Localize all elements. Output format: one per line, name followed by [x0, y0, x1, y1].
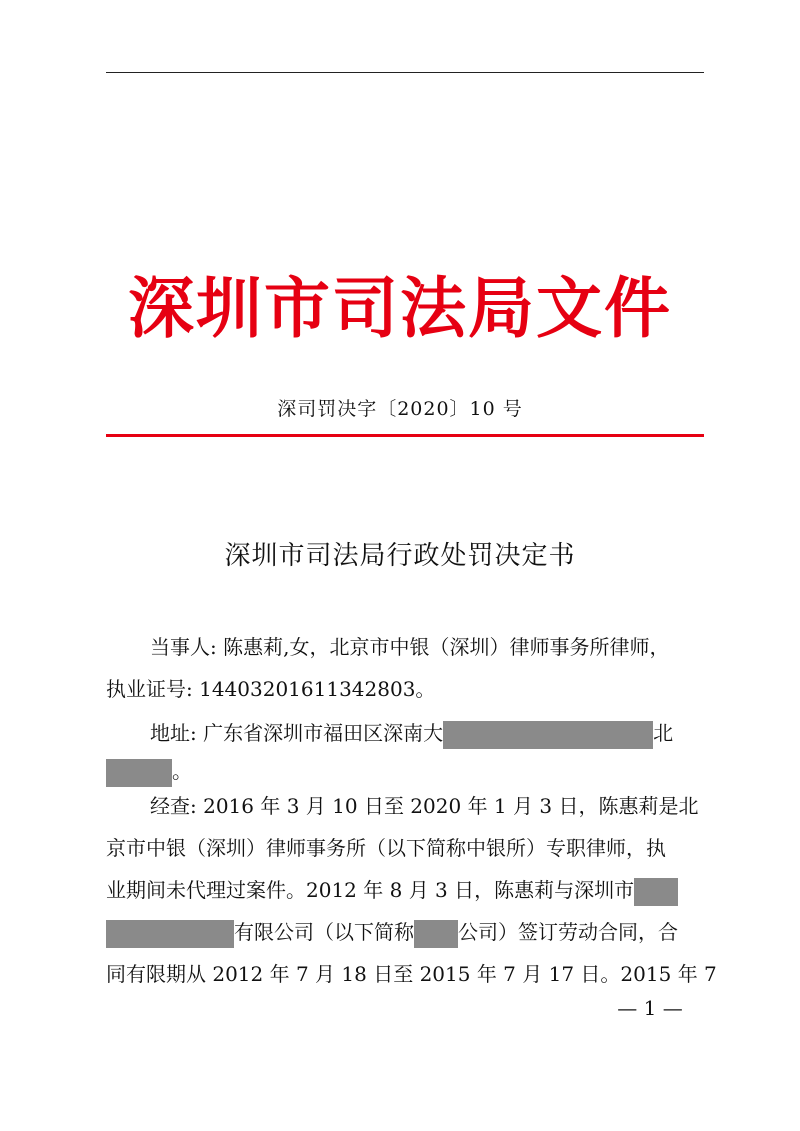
address-line-2-end: 。: [172, 759, 192, 783]
issuing-authority-header: 深圳市司法局文件: [128, 269, 672, 347]
document-title: 深圳市司法局行政处罚决定书: [224, 541, 576, 571]
top-rule: [106, 72, 704, 73]
body-line-4-text-a: 有限公司（以下简称: [234, 920, 414, 944]
party-line-1: 当事人: 陈惠莉,女，北京市中银（深圳）律师事务所律师，: [150, 635, 670, 659]
body-line-1: 经查: 2016 年 3 月 10 日至 2020 年 1 月 3 日，陈惠莉是北: [150, 794, 699, 818]
body-line-3: [106, 875, 706, 906]
party-line-2: 执业证号: 14403201611342803。: [106, 677, 436, 701]
redaction-block: [106, 759, 172, 787]
address-text-end: 北: [653, 721, 674, 745]
body-line-4-text-b: 公司）签订劳动合同，合: [458, 920, 678, 944]
redaction-block: [106, 920, 234, 948]
redaction-block: [634, 878, 678, 906]
address-line-1: [150, 718, 706, 749]
body-line-2: 京市中银（深圳）律师事务所（以下简称中银所）专职律师，执: [106, 836, 666, 860]
redaction-block: [414, 920, 458, 948]
document-number: 深司罚决字〔2020〕10 号: [277, 398, 523, 420]
redaction-block: [443, 721, 653, 749]
red-separator-rule: [106, 434, 704, 437]
body-line-4: [106, 917, 706, 948]
body-line-3-text: 业期间未代理过案件。2012 年 8 月 3 日，陈惠莉与深圳市: [106, 878, 635, 902]
address-text-start: 地址: 广东省深圳市福田区深南大: [150, 721, 444, 745]
body-line-5: 同有限期从 2012 年 7 月 18 日至 2015 年 7 月 17 日。2015 年 7: [106, 962, 717, 986]
page-number: — 1 —: [617, 996, 683, 1020]
address-line-2: [106, 756, 706, 787]
